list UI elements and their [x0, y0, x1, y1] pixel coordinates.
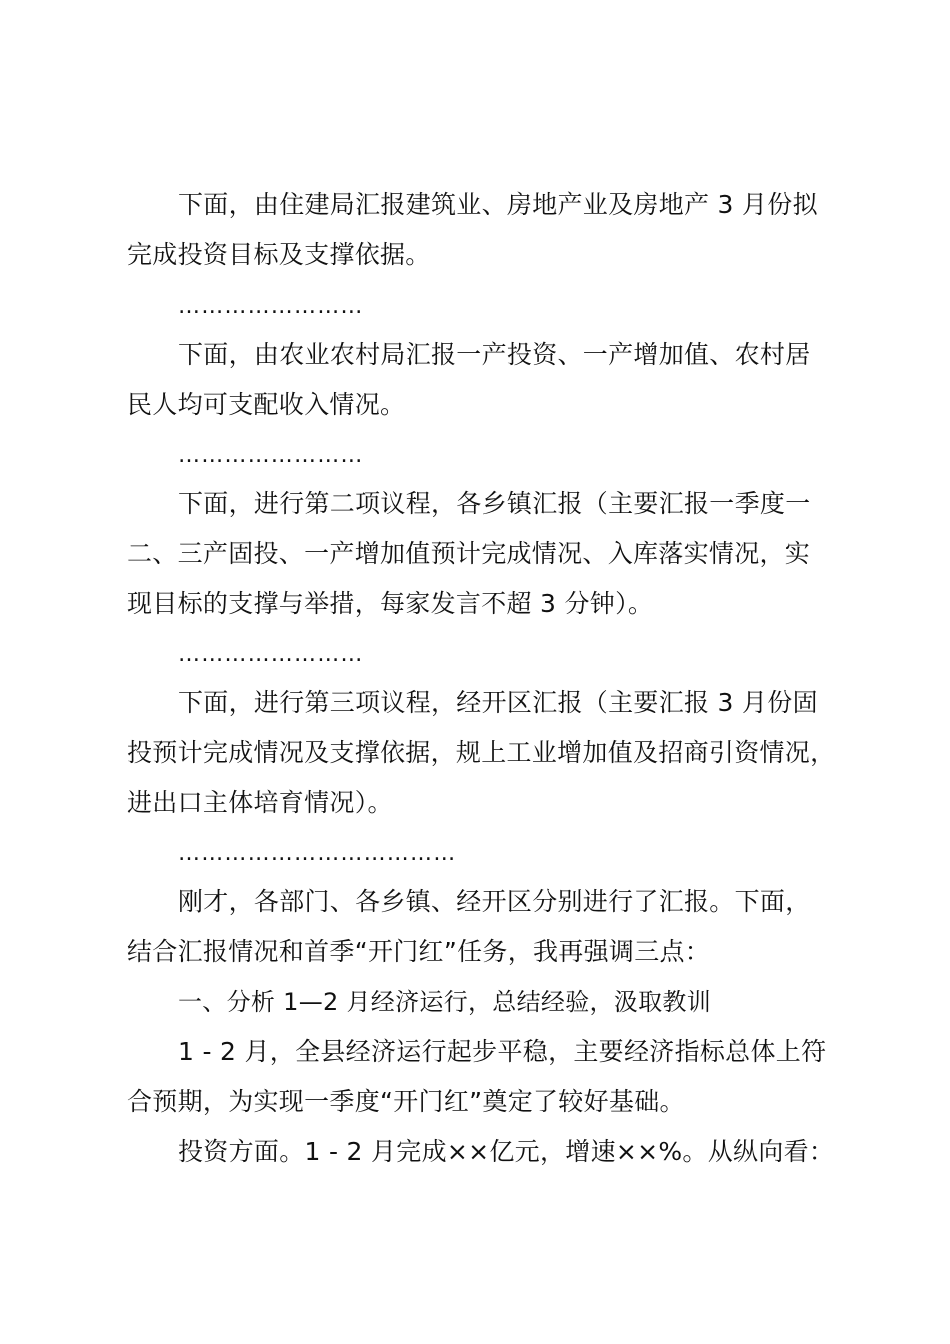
paragraph-line: 投资方面。1 - 2 月完成××亿元，增速××%。从纵向看：: [178, 1137, 835, 1166]
paragraph-line: 合预期，为实现一季度“开门红”奠定了较好基础。: [127, 1087, 685, 1116]
paragraph-line: 下面，进行第二项议程，各乡镇汇报（主要汇报一季度一: [178, 489, 811, 518]
section-heading: 一、分析 1—2 月经济运行，总结经验，汲取教训: [178, 988, 711, 1016]
paragraph-line: 投预计完成情况及支撑依据，规上工业增加值及招商引资情况，: [127, 738, 836, 767]
ellipsis-separator: ……………………: [178, 642, 364, 667]
paragraph-line: 二、三产固投、一产增加值预计完成情况、入库落实情况，实: [127, 539, 811, 568]
paragraph-line: 刚才，各部门、各乡镇、经开区分别进行了汇报。下面，: [178, 887, 811, 916]
paragraph-line: 下面，由农业农村局汇报一产投资、一产增加值、农村居: [178, 340, 811, 369]
paragraph-line: 下面，进行第三项议程，经开区汇报（主要汇报 3 月份固: [178, 688, 818, 717]
paragraph-line: 结合汇报情况和首季“开门红”任务，我再强调三点：: [127, 937, 711, 966]
ellipsis-separator: ……………………: [178, 443, 364, 468]
paragraph-line: 1 - 2 月，全县经济运行起步平稳，主要经济指标总体上符: [178, 1037, 827, 1066]
paragraph-line: 下面，由住建局汇报建筑业、房地产业及房地产 3 月份拟: [178, 190, 818, 219]
paragraph-line: 完成投资目标及支撑依据。: [127, 240, 431, 269]
paragraph-line: 民人均可支配收入情况。: [127, 390, 406, 419]
paragraph-line: 进出口主体培育情况）。: [127, 788, 393, 817]
ellipsis-separator: ……………………: [178, 294, 364, 319]
ellipsis-separator: ………………………………: [178, 841, 457, 866]
paragraph-line: 现目标的支撑与举措，每家发言不超 3 分钟）。: [127, 589, 654, 618]
